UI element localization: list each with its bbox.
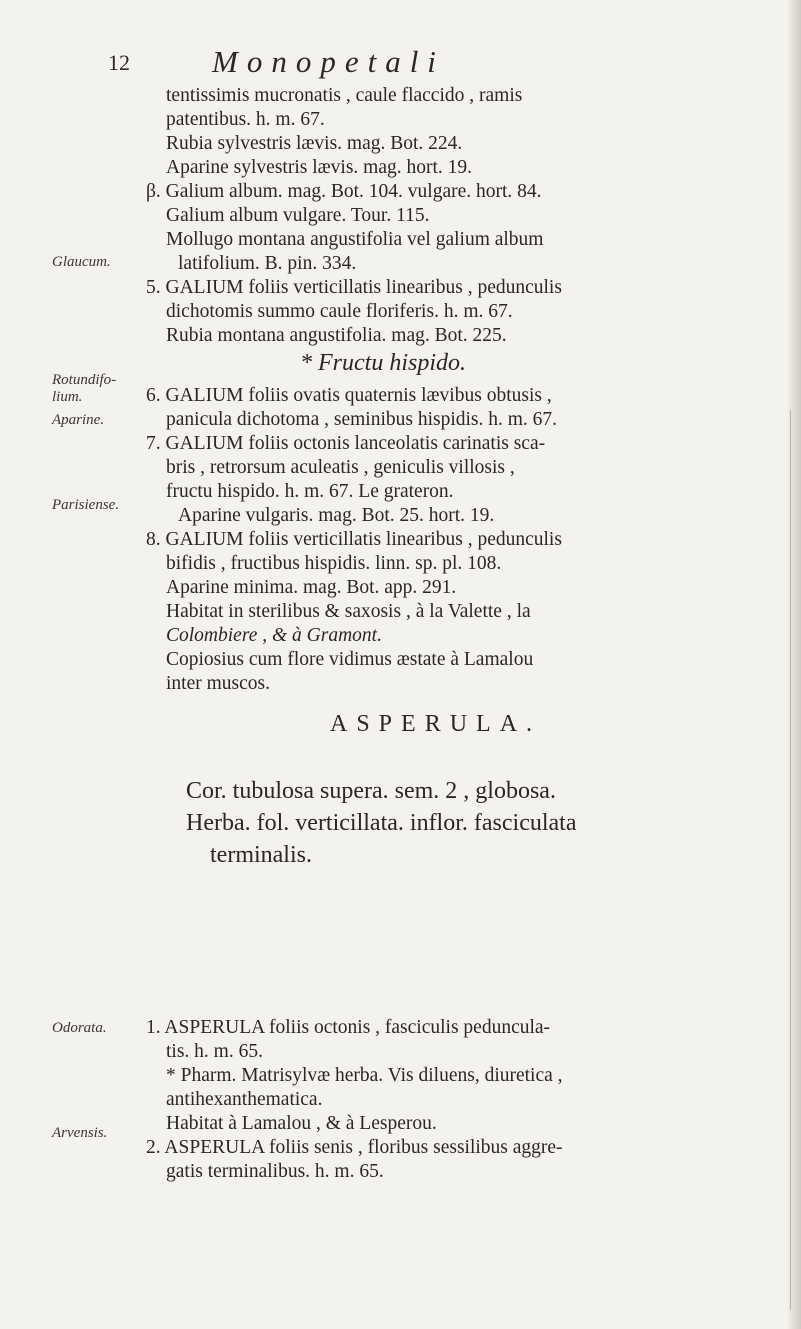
text-line: Rubia sylvestris lævis. mag. Bot. 224.: [166, 133, 463, 154]
text-line: Colombiere , & à Gramont.: [166, 625, 382, 646]
text-line: bris , retrorsum aculeatis , geniculis villosis ,: [166, 457, 515, 478]
text-line: latifolium. B. pin. 334.: [178, 253, 357, 274]
text-line: Rubia montana angustifolia. mag. Bot. 225.: [166, 325, 507, 346]
page-header: [0, 44, 801, 84]
text-line: panicula dichotoma , seminibus hispidis. h. m. 67.: [166, 409, 558, 430]
genus-description-line: Herba. fol. verticillata. inflor. fasciculata: [186, 810, 577, 836]
text-line: inter muscos.: [166, 673, 270, 694]
margin-note-rotundifolium: [52, 372, 138, 406]
text-line: Aparine sylvestris lævis. mag. hort. 19.: [166, 157, 473, 178]
text-line: bifidis , fructibus hispidis. linn. sp. pl. 108.: [166, 553, 502, 574]
running-title: Monopetali: [212, 44, 445, 79]
text-line: 7. GALIUM foliis octonis lanceolatis carinatis sca-: [146, 433, 546, 454]
text-line: 2. ASPERULA foliis senis , floribus sessilibus aggre-: [146, 1137, 563, 1158]
margin-note-line: lium.: [52, 389, 83, 405]
page-number: 12: [108, 50, 130, 75]
text-line: tentissimis mucronatis , caule flaccido , ramis: [166, 85, 523, 106]
text-line: * Pharm. Matrisylvæ herba. Vis diluens, diuretica ,: [166, 1065, 563, 1086]
margin-note-glaucum: Glaucum.: [52, 254, 111, 270]
margin-note-odorata: Odorata.: [52, 1020, 107, 1036]
text-line: Aparine vulgaris. mag. Bot. 25. hort. 19.: [178, 505, 495, 526]
text-line: gatis terminalibus. h. m. 65.: [166, 1161, 384, 1182]
page-edge-line: [790, 410, 791, 1310]
text-line: Mollugo montana angustifolia vel galium album: [166, 229, 544, 250]
text-line: 6. GALIUM foliis ovatis quaternis lævibus obtusis ,: [146, 385, 552, 406]
margin-note-aparine: Aparine.: [52, 412, 105, 428]
genus-description-line: Cor. tubulosa supera. sem. 2 , globosa.: [186, 778, 556, 804]
section-subheading: * Fructu hispido.: [300, 350, 466, 376]
text-line: fructu hispido. h. m. 67. Le grateron.: [166, 481, 454, 502]
text-line: antihexanthematica.: [166, 1089, 323, 1110]
genus-description-line: terminalis.: [210, 842, 312, 868]
text-line: dichotomis summo caule floriferis. h. m. 67.: [166, 301, 513, 322]
text-line: 5. GALIUM foliis verticillatis linearibus , pedunculis: [146, 277, 562, 298]
text-line: 8. GALIUM foliis verticillatis linearibus , pedunculis: [146, 529, 562, 550]
text-line: Aparine minima. mag. Bot. app. 291.: [166, 577, 457, 598]
text-line: Galium album vulgare. Tour. 115.: [166, 205, 430, 226]
margin-note-arvensis: Arvensis.: [52, 1125, 108, 1141]
text-line: Copiosius cum flore vidimus æstate à Lamalou: [166, 649, 534, 670]
margin-note-parisiense: Parisiense.: [52, 497, 120, 513]
genus-heading: ASPERULA.: [330, 711, 542, 737]
text-line: Habitat à Lamalou , & à Lesperou.: [166, 1113, 437, 1134]
text-line: patentibus. h. m. 67.: [166, 109, 325, 130]
margin-note-line: Rotundifo-: [52, 372, 117, 388]
text-line: tis. h. m. 65.: [166, 1041, 263, 1062]
text-line: 1. ASPERULA foliis octonis , fasciculis peduncula-: [146, 1017, 551, 1038]
text-line: β. Galium album. mag. Bot. 104. vulgare. hort. 84.: [146, 181, 542, 202]
text-line: Habitat in sterilibus & saxosis , à la Valette , la: [166, 601, 531, 622]
